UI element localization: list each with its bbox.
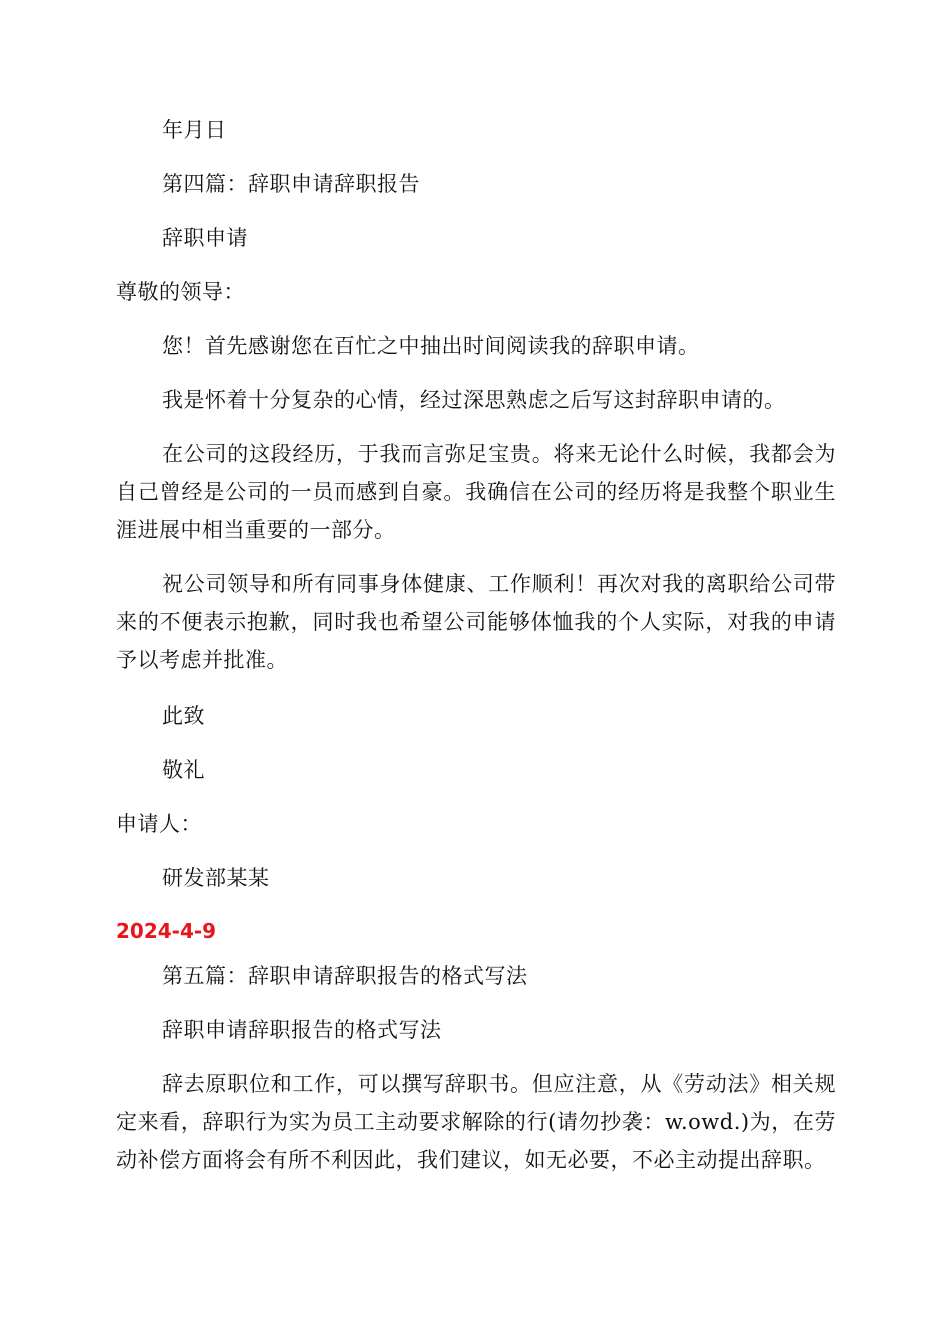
closing-1: 此致: [162, 704, 205, 728]
applicant-label: 申请人：: [116, 812, 202, 836]
section5-subtitle: 辞职申请辞职报告的格式写法: [162, 1018, 442, 1042]
paragraph-4: 祝公司领导和所有同事身体健康、工作顺利！再次对我的离职给公司带来的不便表示抱歉，同时我也希望公司能够体恤我的个人实际，对我的申请予以考虑并批准。: [116, 572, 836, 672]
closing-2: 敬礼: [162, 758, 205, 782]
section5-title: 第五篇：辞职申请辞职报告的格式写法: [162, 964, 528, 988]
date-placeholder: 年月日: [162, 118, 227, 142]
paragraph-1: 您！首先感谢您在百忙之中抽出时间阅读我的辞职申请。: [162, 334, 700, 358]
applicant-name: 研发部某某: [162, 866, 270, 890]
paragraph-3: 在公司的这段经历，于我而言弥足宝贵。将来无论什么时候，我都会为自己曾经是公司的一员而感到自豪。我确信在公司的经历将是我整个职业生涯进展中相当重要的一部分。: [116, 442, 836, 542]
salutation: 尊敬的领导：: [116, 280, 245, 304]
paragraph-5: 辞去原职位和工作，可以撰写辞职书。但应注意，从《劳动法》相关规定来看，辞职行为实为员工主动要求解除的行(请勿抄袭：w.owd.)为，在劳动补偿方面将会有所不利因此，我们建议，如无必要，不必主动提出辞职。: [116, 1072, 836, 1172]
section4-subtitle: 辞职申请: [162, 226, 248, 250]
signature-date: 2024-4-9: [116, 919, 217, 943]
section4-title: 第四篇：辞职申请辞职报告: [162, 172, 420, 196]
paragraph-2: 我是怀着十分复杂的心情，经过深思熟虑之后写这封辞职申请的。: [162, 388, 786, 412]
